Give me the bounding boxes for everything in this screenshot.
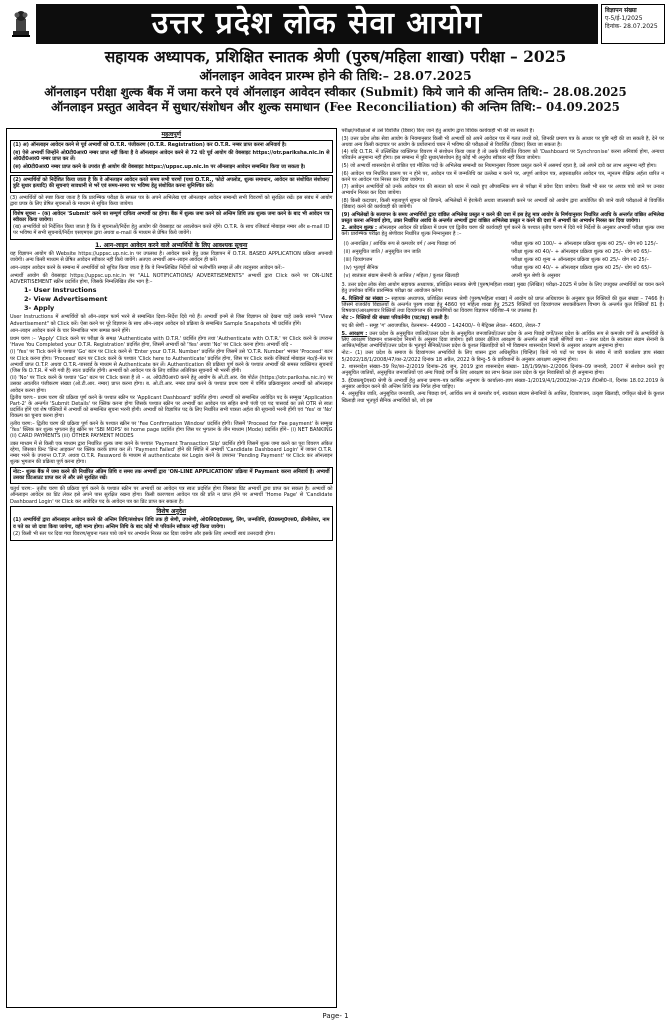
- step-1-yes: (i) 'Yes' पर Tick करने के पश्चात 'Go' बटन पर Click करने से 'Enter your O.T.R. Number' प्रदर्शित होगा जिसमें उसे 'O.T.R. Number' भरकर 'Proceed' बटन पर Click करना होगा। 'Proceed' बटन पर Click करने के पश्चात 'Click here to Authenticate' प्रदर्शित होगा, जिस पर Click करके रजिस्टर्ड मोबाइल नंo/ई–मेल पर अभ्यर्थी प्राप्त O.T.P. अथवा O.T.R.-पासवर्ड के माध्यम से Authenticate कर लें। Authentication की प्रक्रिया पूर्ण करने के पश्चात अभ्यर्थी की समस्त व्यक्तिगत सूचनायें (जिस कि O.T.R. में भरी गयी हैं) स्वतः प्रदर्शित होंगी। अभ्यर्थी को आवेदन पत्र के लिए वांछित अतिरिक्त सूचनायें भी भरनी होंगी।: [10, 349, 333, 374]
- fee-row: [342, 248, 665, 256]
- right-para-3: (3) उत्तर प्रदेश लोक सेवा आयोग के नियमानुसार किसी भी अभ्यर्थी को अपने आवेदन पत्र में गलत तथ्यों को, जिनकी प्रमाण पत्र के आधार पर पुष्टि नहीं की जा सकती है, देने पर अथवा अन्य किसी कदाचार पर आयोग के प्रयोजनार्थ चयन में भविष्य की परीक्षाओं से विवर्जित (डिबार) किया जा सकता है।: [341, 135, 664, 148]
- fee-amount: परीक्षा शुल्क रु0 100/– + ऑनलाइन प्रक्रिया शुल्क रु0 25/– योग रु0 125/–: [511, 240, 659, 247]
- para-3: (3) अभ्यर्थियों को स्पष्ट किया जाता है कि प्रारम्भिक परीक्षा के सफल पत्र के अपने अभिलेख एवं ऑनलाइन आवेदन सम्बन्धी सभी विवरणों को सुरक्षित रखें। इस संबंध में आयोग द्वारा प्रपत्र के लिए प्रेषित सूचनाओं के माध्यम से सूचित किया जायेगा।: [10, 194, 333, 207]
- fee-category: (iii) दिव्यांगजन: [343, 256, 373, 263]
- fee-category: (v) स्वतंत्रता संग्राम सेनानी के आश्रित / महिला / कुशल खिलाड़ी: [343, 272, 460, 279]
- section-5-text: उत्तर प्रदेश के अनुसूचित जातियों/उत्तर प्रदेश के अनुसूचित जनजातियों/उत्तर प्रदेश के अन्य पिछड़े वर्गों/उत्तर प्रदेश के आर्थिक रूप से कमजोर वर्गों के अभ्यर्थियों के लिए आरक्षण विद्यमान शासनादेश नियमों के अनुसार दिया जायेगा। इसी प्रकार क्षैतिज आरक्षण के अन्तर्गत आने वाली श्रेणियों यथा – उत्तर प्रदेश के स्वतंत्रता संग्राम सेनानी के आश्रित/महिला अभ्यर्थियों/उत्तर प्रदेश के भूतपूर्व सैनिकों/उत्तर प्रदेश के कुशल खिलाड़ियों को भी विद्यमान शासनादेश नियमों के अनुसार आरक्षण अनुमान्य होगा।: [341, 330, 665, 349]
- exam-title: सहायक अध्यापक, प्रशिक्षित स्नातक श्रेणी (पुरुष/महिला शाखा) परीक्षा – 2025: [104, 47, 567, 66]
- fee-amount: अपनी मूल श्रेणी के अनुसार: [511, 272, 561, 279]
- otr-notice-box: [10, 140, 333, 173]
- fee-row: [342, 264, 665, 272]
- section-2: [342, 225, 665, 237]
- pay-scale: पद की श्रेणी – समूह 'ग' अराजपत्रित, वेतनमान– 44900 – 142400/– पे मैट्रिक्स लेवल– 4600, लेवल–7: [341, 323, 541, 330]
- correction-date-line: ऑनलाइन प्रस्तुत आवेदन में सुधार/संशोधन और शुल्क समाधान (Fee Reconciliation) की अन्तिम तिथि:– 04.09.2025: [51, 99, 620, 114]
- important-heading: महत्वपूर्ण: [161, 131, 181, 138]
- section-1-para-2: आन–लाइन आवेदन करने के सम्बन्ध में अभ्यर्थियों को सूचित किया जाता है कि वे निम्नलिखित निर्देशों को भलीभाँति समझ लें और तदनुसार आवेदन करें:–: [10, 264, 285, 271]
- screen-parts-list: [24, 287, 333, 313]
- section-5-note-1: नोट:– (1) उत्तर प्रदेश के समाज के दिव्यांगजन अभ्यर्थियों के लिए शासन द्वारा अधिसूचित (चिन्हित) किये गये पदों पर चयन के संबंध में जारी कार्यालय ज्ञाप संख्या 5/2022/18/1/2008/47/का-2/2022 दिनांक 18 अप्रैल, 2022 के बिन्दु–5 के प्राविधानों के अनुसार आरक्षण अनुमन्य होगा।: [341, 350, 664, 363]
- step-4: चतुर्थ चरण:– तृतीय चरण की प्रक्रिया पूर्ण करने के पश्चात स्क्रीन पर अभ्यर्थी का आवेदन पत्र स्वतः प्रदर्शित होगा जिसका प्रिंट अभ्यर्थी द्वारा प्राप्त कर सकता है। अभ्यर्थी को ऑनलाइन आवेदन का प्रिंट लेकर इसे अपने पास सुरक्षित रखना होगा। किसी कारणवश आवेदन पत्र की प्रति न प्राप्त होने पर अभ्यर्थी 'Home Page' से 'Candidate Dashboard Login' पर Click कर आवेदित पद के आवेदन पत्र का प्रिंट प्राप्त कर सकता है।: [10, 486, 333, 505]
- commission-name-banner: उत्तर प्रदेश लोक सेवा आयोग: [36, 4, 598, 44]
- apply-intro: आन–लाइन आवेदन करने के चार निम्नांकित भाग सम्पन्न करने होंगे।: [10, 328, 131, 335]
- right-para-7: (7) आवेदन अभ्यर्थियों को उनके आवेदन पत्र की सत्यता को ध्यान में रखते हुए औपबन्धिक रूप से परीक्षा में प्रवेश दिया जायेगा। किसी भी स्तर पर अपात्र पाये जाने पर उनका अभ्यर्थन निरस्त कर दिया जायेगा।: [341, 184, 664, 197]
- section-1-heading: 1. आन–लाइन आवेदन करने वाले अभ्यर्थियों के लिए आवश्यक सूचना: [95, 241, 248, 249]
- right-para-6: (6) आवेदन पत्र निर्धारित प्रारूप पर न होने पर, आवेदन पत्र में जन्मतिथि का उल्लेख न करने पर, अपूर्ण आवेदन पत्र, अहस्ताक्षरित आवेदन पत्र, न्यूनतम शैक्षिक अर्हता धारित न करने पर आवेदन पत्र निरस्त कर दिया जायेगा।: [341, 170, 664, 183]
- section-2-text: ऑनलाइन आवेदन की प्रक्रिया में प्रथम एवं द्वितीय चरण की कार्यवाही पूर्ण करने के पश्चात तृतीय चरण में दिये गये निर्देशों के अनुसार अभ्यर्थी परीक्षा शुल्क जमा करें। प्रारम्भिक परीक्षा हेतु श्रेणीवार निर्धारित शुल्क निम्नानुसार है :–: [341, 225, 664, 238]
- commission-emblem-icon: [6, 4, 36, 44]
- fee-row: [342, 272, 665, 280]
- steps-notice: (2) अभ्यर्थियों को निर्देशित किया जाता है कि वे ऑनलाइन आवेदन करते समय सभी चरणों (यथा O.T.R., फोटो अपलोड, शुल्क समाधान, आवेदन का संशोधित संशोधन/त्रुटि सुधार इत्यादि) की सूचनाएं सावधानी से भरें एवं समय-समय पर भविष्य हेतु संशोधित करना सुनिश्चित करें।: [13, 177, 330, 190]
- fee-category: (ii) अनुसूचित जाति / अनुसूचित जन जाति: [343, 248, 421, 255]
- special-notice-1: विशेष सूचना – (क) आवेदन 'Submit' करने का सम्पूर्ण दायित्व अभ्यर्थी का होगा। बैंक में शुल्क जमा करने को अन्तिम तिथि तक शुल्क जमा करने के बाद भी आवेदन पत्र स्वीकार किया जायेगा।: [13, 210, 330, 223]
- otr-notice-c: (स) ओ0टी0आर0 नम्बर प्राप्त करने के उपरांत ही आयोग की वेबसाइट https://uppsc.up.nic.in पर ऑनलाइन आवेदन सम्बन्धित किया जा सकता है।: [13, 163, 306, 170]
- fee-category: (i) अनारक्षित / आर्थिक रूप से कमजोर वर्ग / अन्य पिछड़ा वर्ग: [343, 240, 456, 247]
- fee-row: [342, 256, 665, 264]
- step-1: प्रथम चरण :– 'Apply' Click करने पर परीक्षा के समक्ष 'Authenticate with O.T.R.' प्रदर्शित होगा तथा 'Authenticate with O.T.R.' पर Click करने के उपरान्त 'Have You Completed your O.T.R. Registration' प्रदर्शित होगा, जिसमें अभ्यर्थी को 'Yes' अथवा 'No' पर Click करना होगा। अभ्यर्थी यदि –: [10, 335, 333, 348]
- fee-amount: परीक्षा शुल्क रु0 40/– + ऑनलाइन प्रक्रिया शुल्क रु0 25/– योग रु0 65/–: [511, 248, 652, 255]
- step-3: तृतीय चरण:– द्वितीय चरण की प्रक्रिया पूर्ण करने के पश्चात स्क्रीन पर 'Fee Confirmation Window' प्रदर्शित होगी। जिसमें 'Proceed for Fee payment' के सम्मुख 'Yes' क्लिक कर शुल्क भुगतान हेतु स्क्रीन पर 'SBI MOPS' का home page प्रदर्शित होगा जिस पर भुगतान के तीन माध्यम (Mode) प्रदर्शित होंगे– (i) NET BANKING (ii) CARD PAYMENTS (iii) OTHER PAYMENT MODES: [10, 420, 333, 440]
- fee-amount: परीक्षा शुल्क रु0 शून्य + ऑनलाइन प्रक्रिया शुल्क रु0 25/– योग रु0 25/–: [511, 256, 649, 263]
- advertisement-date: दिनांक- 28.07.2025: [605, 23, 658, 31]
- right-para-4: (4) यदि O.T.R. में उल्लिखित व्यक्तिगत विवरण में संशोधन किया जाता है तो उसके परिवर्तित विवरण को 'Dashboard पर Synchronise' करना अनिवार्य होगा, अन्यथा परिवर्तन अनुमान्य नहीं होगा। इस सम्बन्ध में त्रुटि सुधार/संशोधन हेतु कोई भी अनुरोध स्वीकार नहीं किया जायेगा।: [341, 149, 664, 162]
- section-2-heading: 2. आवेदन शुल्क :: [341, 225, 378, 232]
- advertisement-number: ए-5/ई-1/2025: [605, 15, 643, 23]
- advertisement-number-box: [601, 4, 665, 44]
- fee-amount: परीक्षा शुल्क रु0 40/– + ऑनलाइन प्रक्रिया शुल्क रु0 25/– योग रु0 65/–: [511, 264, 652, 271]
- header: [6, 4, 665, 44]
- advertisement-label: विज्ञापन संख्या: [605, 7, 637, 14]
- fee-table: [342, 240, 665, 280]
- page-number: Page- 1: [322, 1012, 349, 1021]
- otr-notice-a: (1) अ) ऑनलाइन आवेदन करने से पूर्व अभ्यर्थी को O.T.R. पंजीकरण (O.T.R. Registration) कर O.T.R. नम्बर प्राप्त करना अनिवार्य है।: [13, 142, 287, 149]
- section-1-para-3: अभ्यर्थी आयोग की वेबसाइट https://uppsc.up.nic.in पर "ALL NOTIFICATIONS/ ADVERTISEMENTS" अभ्यर्थी द्वारा Click करने पर ON-LINE ADVERTISEMENT स्क्रीन प्रदर्शित होगा, जिसके निम्नलिखित तीन भाग हैं:–: [10, 272, 333, 285]
- section-1-para-1: यह विज्ञापन आयोग की Website https://uppsc.up.nic.in पर उपलब्ध है। आवेदन करने हेतु उक्त विज्ञापन में O.T.R. BASED APPLICATION प्रक्रिया अपनायी जायेगी। अन्य किसी माध्यम से प्रेषित आवेदन स्वीकार नहीं किये जायेंगे। अतएव अभ्यर्थी आन–लाइन आवेदन ही करें।: [10, 251, 333, 264]
- left-column: [6, 128, 337, 1008]
- right-para-top: परीक्षा/परीक्षाओं से उसे विवर्जित (डिबार) किए जाने हेतु आयोग द्वारा विधिक कार्यवाही भी की जा सकती है।: [341, 128, 535, 134]
- special-notice-2: (ख) अभ्यर्थियों को निर्देशित किया जाता है कि वे सूचनाओं/निर्देश हेतु आयोग की वेबसाइट का अवलोकन करते रहेंगे। O.T.R. के साथ रजिस्टर्ड मोबाइल नम्बर और e-mail ID पर भविष्य में सभी सूचनायें/निर्देश एसएमएस द्वारा अथवा e-mail के माध्यम से प्रेषित किये जायेंगे।: [13, 224, 330, 237]
- step-3-continued: उक्त माध्यम में से किसी एक माध्यम द्वारा निर्धारित शुल्क जमा करने के पश्चात 'Payment Transaction Slip' प्रदर्शित होगी जिसमें शुल्क जमा करने का पूरा विवरण अंकित रहेगा, जिसका प्रिन्ट 'प्रिन्ट आइकन' पर क्लिक करके प्राप्त कर लें। 'Payment Failed' होने की स्थिति में अभ्यर्थी 'Candidate Dashboard Login' में जाकर O.T.R. नम्बर भरने के उपरान्त O.T.P. अथवा O.T.R. Password के माध्यम से authenticate कर Login करने के उपरान्त 'Pending Payment' पर Click कर ऑनलाइन शुल्क भुगतान की प्रक्रिया पूर्ण करना होगा।: [10, 440, 333, 466]
- section-5-heading: 5. आरक्षण :: [341, 330, 368, 337]
- content-columns: [6, 128, 665, 1008]
- post-note: नोट :– रिक्तियों की संख्या परिवर्तनीय (घट/बढ़) सकती है।: [341, 315, 449, 322]
- section-5-note-4: 4. अनुसूचित जाति, अनुसूचित जनजाति, अन्य पिछड़ा वर्ग, आर्थिक रूप से कमजोर वर्ग, स्वतंत्रता संग्राम सेनानियों के आश्रित, दिव्यांगजन, उत्कृष्ट खिलाड़ी, वर्गीकृत खेलों के कुशल खिलाड़ी तथा भूतपूर्व सैनिक अभ्यर्थियों को, जो इस: [341, 391, 664, 404]
- section-4-heading: 4. रिक्तियों का संख्या :–: [341, 295, 390, 302]
- section-5: [342, 331, 665, 349]
- fee-note: नोट:– शुल्क बैंक में जमा करने की निर्धारित अंतिम तिथि व समय तक अभ्यर्थी द्वारा 'ON-LINE APPLICATION' प्रक्रिया में Payment करना अनिवार्य है। अभ्यर्थी उसका प्रिंटआउट प्राप्त कर लें और उसे सुरक्षित रखें।: [13, 468, 330, 481]
- section-5-note-3: 3. ई0डब्ल्यू0एस0 श्रेणी के अभ्यर्थी हेतु अपना प्रमाण–पत्र कार्मिक अनुभाग के कार्यालय–ज्ञाप संख्या–1/2019/4/1/2002/का–2/19 टी0सी0–II, दिनांक 18.02.2019 के अनुसार आवेदन करने की अन्तिम तिथि तक निर्गत होना चाहिए।: [341, 377, 664, 390]
- part-view-advertisement: 2- View Advertisement: [24, 294, 108, 303]
- section-4-text: सहायक अध्यापक, प्रशिक्षित स्नातक श्रेणी (पुरुष/महिला शाखा) में आयोग को प्राप्त अधियाचन के अनुसार कुल रिक्तियों की कुल संख्या – 7466 है। जिसमें राजकीय विद्यालयों के अन्तर्गत पुरुष शाखा हेतु 4860 एवं महिला शाखा हेतु 2525 रिक्तियाँ एवं दिव्यांगजन सशक्तीकरण विभाग के अन्तर्गत कुल रिक्तियाँ 81 हैं। विषयवार/आरक्षणवार रिक्तियों तथा दिव्यांगजन की उपश्रेणियों का विवरण विज्ञापन परिशिष्ट–4 पर उपलब्ध है।: [341, 295, 664, 314]
- right-para-5: (5) जो अभ्यर्थी शासनादेश से वांछित एवं मौलिक पदों के अभिलेख सम्बन्धी का नियमानुसार विवरण प्रस्तुत करने में असमर्थ रहता है, उसे अपने दावे का लाभ अनुमन्य नहीं होगा।: [341, 162, 657, 169]
- part-user-instructions: 1- User Instructions: [24, 285, 97, 294]
- part-apply: 3- Apply: [24, 303, 55, 312]
- section-4: [342, 296, 665, 314]
- right-para-9: (9) अभिलेखों के सत्यापन के समय अभ्यर्थियों द्वारा वांछित अभिलेख प्रस्तुत न करने की दशा में इस हेतु मात्र आयोग के निर्णयानुसार निर्धारित अवधि के अन्तर्गत वांछित अभिलेख प्रस्तुत करना अनिवार्य होगा, उक्त निर्धारित अवधि के अन्तर्गत अभ्यर्थी द्वारा वांछित अभिलेख प्रस्तुत न करने की दशा में अभ्यर्थी का अभ्यर्थन निरस्त कर दिया जायेगा।: [341, 211, 664, 224]
- step-2: द्वितीय चरण:– प्रथम चरण की प्रक्रिया पूर्ण करने के पश्चात स्क्रीन पर 'Applicant Dashboard' प्रदर्शित होगा। अभ्यर्थी को सम्बन्धित आवेदित पद के सम्मुख 'Application Part-2' के अन्तर्गत 'Submit Details' पर क्लिक करना होगा जिसके पश्चात स्क्रीन पर अभ्यर्थी का आवेदन पत्र सहित सभी पंजी एवं पद पासवर्ड का उसे OTR से स्वतः प्रदर्शित होंगे एवं शेष पंक्तियों में अभ्यर्थी को सम्बन्धित सूचना भरनी होगी। अभ्यर्थी को विज्ञापित पद के लिए निर्धारित सभी पात्रता अर्हता की सूचनायें भरनी होंगी एवं 'Yes' या 'No' विकल्प का चुनाव करना होगा।: [10, 395, 333, 420]
- special-instructions-heading: विशेष अनुदेश: [156, 508, 187, 516]
- otr-notice-b: (ब) ऐसे अभ्यर्थी जिन्होंने ओ0टी0आर0 नम्बर प्राप्त नहीं किया है वे ऑनलाइन आवेदन करने से 72 घंटे पूर्व आयोग की वेबसाइट https://otr.pariksha.nic.in से ओ0टी0आर0 नम्बर प्राप्त कर लें।: [13, 149, 330, 162]
- right-column: [341, 128, 666, 1008]
- special-instruction-2: (2) किसी भी स्तर पर दिया गया विवरण/सूचना गलत पाये जाने पर अभ्यर्थन निरस्त कर दिया जायेगा और इसके लिए अभ्यर्थी स्वयं उत्तरदायी होगा।: [13, 531, 275, 538]
- special-instruction-1: (1) अभ्यर्थियों द्वारा ऑनलाइन आवेदन करने की अन्तिम तिथि/संशोधन तिथि तक ही श्रेणी, उपश्रेणी, ओ0सि0इ0डब्ल्यू, लिंग, जन्मतिथि, ई0डब्ल्यू0एस0, क्रीमीलेयर, नाम व पते का जो दावा किया जायेगा, वही मान्य होगा। अन्तिम तिथि के बाद कोई भी परिवर्तन स्वीकार नहीं किया जायेगा।: [13, 517, 330, 530]
- steps-notice-box: [10, 175, 333, 193]
- section-5-note-2: 2. शासनादेश संख्या–39 रिट/का–2/2019 दिनांक–26 जून, 2019 द्वारा शासनादेश संख्या– 18/1/99/का–2/2006 दिनांक–09 जनवरी, 2007 में संशोधन करते हुए अनुसूचित जातियों, अनुसूचित जनजातियों एवं अन्य पिछड़े वर्गों के लिए आरक्षण का लाभ केवल उत्तर प्रदेश के मूल निवासियों को ही अनुमान्य होगा।: [341, 364, 664, 377]
- start-date-line: ऑनलाइन आवेदन प्रारम्भ होने की तिथि:– 28.07.2025: [199, 67, 472, 83]
- special-instructions-box: [10, 506, 333, 541]
- right-para-8: (8) किसी कदाचार, किसी महत्वपूर्ण सूचना को छिपाने, अभिलेखों में हेराफेरी अथवा जालसाजी करने पर अभ्यर्थी को आयोग द्वारा आयोजित की जाने वाली परीक्षाओं से विवर्जित (डिबार) करने की कार्यवाही की जायेगी।: [341, 197, 664, 211]
- fee-row: [342, 240, 665, 248]
- fee-note-box: [10, 467, 333, 485]
- fee-category: (iv) भूतपूर्व सैनिक: [343, 264, 379, 271]
- last-date-line: ऑनलाइन परीक्षा शुल्क बैंक में जमा करने एवं ऑनलाइन आवेदन स्वीकार (Submit) किये जाने की अन्तिम तिथि:– 28.08.2025: [44, 85, 627, 100]
- special-notice-box: [10, 209, 333, 240]
- step-1-no: (ii) 'No' पर Tick करने के पश्चात 'Go' बटन पर Click करता है तो – अ. ओ0टी0आर0 करने हेतु आयोग के ओ.टी.आर. वेब पोर्टल (https://otr.pariksha.nic.in) पर उसका अवतरित पंजीकरण संख्या (ओ.टी.आर. नम्बर) प्राप्त करना होगा। ब. ओ.टी.आर. नम्बर प्राप्त करने के पश्चात प्रथम चरण में वर्णित प्रक्रियानुसार अभ्यर्थी को ऑनलाइन आवेदन करना होगा।: [10, 375, 333, 394]
- section-3: 3. उत्तर प्रदेश लोक सेवा आयोग सहायक अध्यापक, प्रशिक्षित स्नातक श्रेणी (पुरुष/महिला शाखा) मुख्य (लिखित) परीक्षा–2025 में प्रवेश के लिए उपयुक्त अभ्यर्थियों का चयन करने हेतु उपरोक्त वर्णित प्रारम्भिक परीक्षा का आयोजन करेगा।: [341, 281, 664, 295]
- user-instructions-para: User Instructions में अभ्यर्थियों को ऑन–लाइन फार्म भरने से सम्बन्धित दिशा–निर्देश दिये गये हैं। अभ्यर्थी इनमें से जिस विज्ञापन को देखना चाहें उसके सामने "View Advertisement" को Click करें। ऐसा करने पर पूरे विज्ञापन के साथ ऑन–लाइन आवेदन को प्रक्रिया के सम्बन्धित Sample Snapshots भी प्रदर्शित होंगे।: [10, 314, 333, 327]
